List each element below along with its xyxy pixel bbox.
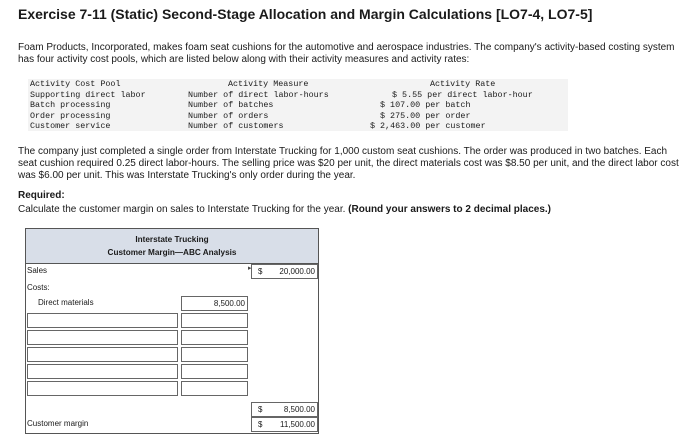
table-title-company: Interstate Trucking (135, 235, 209, 244)
pool-name: Customer service (30, 121, 111, 131)
pool-name: Order processing (30, 110, 111, 121)
direct-materials-row (26, 295, 318, 312)
customer-margin-row (26, 416, 318, 433)
direct-materials-amount: 8,500.00 (213, 299, 245, 308)
activity-pool-table (28, 79, 568, 131)
sales-amount: 20,000.00 (279, 267, 315, 276)
sales-label: Sales (27, 266, 48, 275)
cost-label-input[interactable] (27, 364, 178, 379)
cost-input-row (26, 380, 318, 397)
cost-label-input[interactable] (27, 330, 178, 345)
required-text: Calculate the customer margin on sales to Interstate Trucking for the year. (18, 204, 346, 215)
cost-input-row (26, 363, 318, 380)
pool-name: Supporting direct labor (30, 89, 146, 100)
sales-amount-field[interactable] (248, 264, 318, 279)
pool-header-measure: Activity Measure (228, 79, 309, 89)
pool-header-row (28, 79, 568, 90)
table-header (26, 229, 318, 264)
cost-amount-input[interactable] (181, 313, 248, 328)
pool-row (28, 90, 568, 101)
pool-rate: $ 2,463.00 per customer (370, 121, 486, 131)
customer-margin-table (25, 228, 319, 434)
order-details-paragraph: The company just completed a single order from Interstate Trucking for 1,000 custom seat cushions. The order was produced in two batches. Each seat cushion required 0.25 direct labor-hours. The selling price was $20 per unit, the direct materials cost was $8.50 per unit, and the direct labor cost was $6.00 per unit. This was Interstate Trucking's only order during the year. (18, 146, 679, 181)
pool-row (28, 111, 568, 122)
pool-rate: $ 107.00 per batch (380, 100, 471, 110)
cost-label-input[interactable] (27, 347, 178, 362)
pool-measure: Number of customers (188, 121, 284, 131)
margin-dollar-sign: $ (258, 420, 263, 429)
cost-input-row (26, 329, 318, 346)
total-costs-field[interactable] (251, 402, 318, 417)
customer-margin-amount: 11,500.00 (280, 420, 315, 429)
table-title-analysis: Customer Margin—ABC Analysis (107, 248, 237, 257)
total-dollar-sign: $ (258, 405, 263, 414)
direct-materials-amount-field[interactable] (181, 296, 248, 311)
pool-header-pool: Activity Cost Pool (30, 79, 121, 89)
cost-input-row (26, 312, 318, 329)
flag-icon: ▸ (248, 265, 252, 272)
pool-measure: Number of batches (188, 100, 274, 110)
pool-rate: $ 5.55 per direct labor-hour (392, 89, 533, 100)
pool-row (28, 100, 568, 111)
cost-input-row (26, 346, 318, 363)
sales-row (26, 263, 318, 280)
pool-name: Batch processing (30, 100, 111, 110)
exercise-title: Exercise 7-11 (Static) Second-Stage Allocation and Margin Calculations [LO7-4, LO7-5] (18, 6, 593, 22)
cost-label-input[interactable] (27, 381, 178, 396)
customer-margin-label: Customer margin (27, 419, 89, 428)
cost-amount-input[interactable] (181, 347, 248, 362)
cost-label-input[interactable] (27, 313, 178, 328)
cost-amount-input[interactable] (181, 364, 248, 379)
direct-materials-label: Direct materials (38, 298, 94, 307)
pool-measure: Number of orders (188, 110, 269, 121)
customer-margin-field[interactable] (251, 417, 318, 432)
sales-dollar-sign: $ (258, 267, 263, 276)
cost-amount-input[interactable] (181, 381, 248, 396)
pool-measure: Number of direct labor-hours (188, 89, 329, 100)
pool-rate: $ 275.00 per order (380, 110, 471, 121)
intro-paragraph: Foam Products, Incorporated, makes foam seat cushions for the automotive and aerospace industries. The company's activity-based costing system has four activity cost pools, which are listed below along with their activity measures and activity rates: (18, 42, 675, 65)
required-heading: Required: (18, 190, 65, 201)
required-instruction (18, 204, 551, 215)
cost-amount-input[interactable] (181, 330, 248, 345)
costs-label: Costs: (27, 283, 50, 292)
pool-header-rate: Activity Rate (430, 79, 496, 89)
rounding-note: (Round your answers to 2 decimal places.) (348, 204, 552, 215)
total-costs-amount: 8,500.00 (283, 405, 315, 414)
pool-row (28, 121, 568, 132)
